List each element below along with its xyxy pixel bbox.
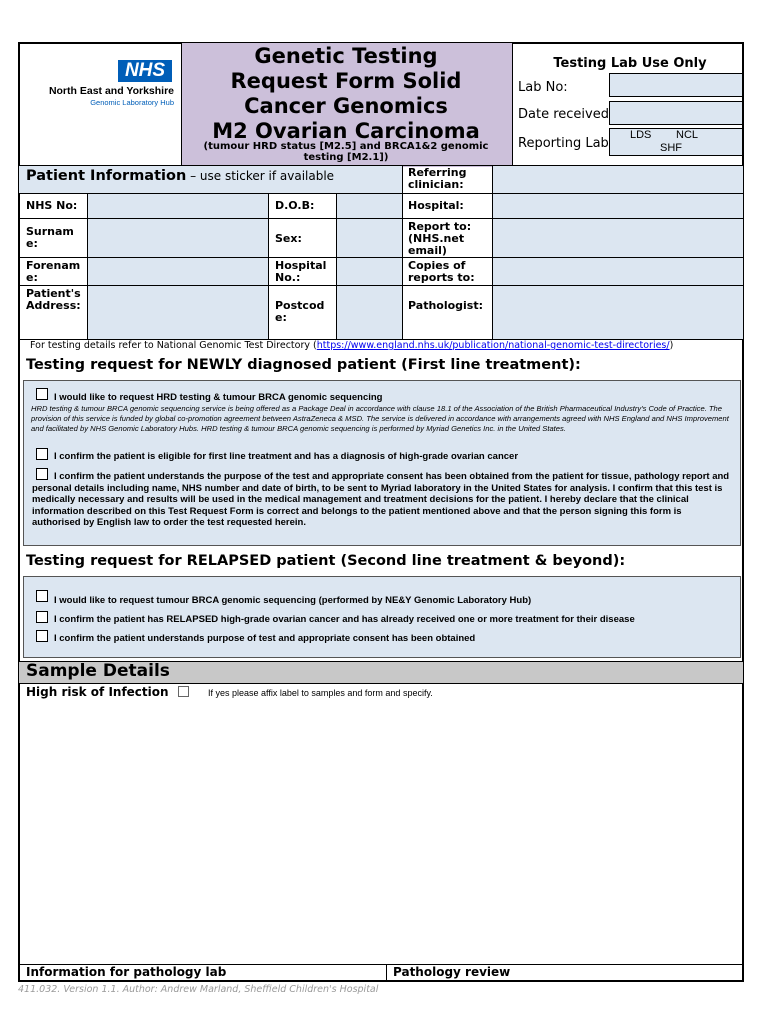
forename-field[interactable] xyxy=(88,258,268,285)
relapsed-option1-label: I would like to request tumour BRCA genomic sequencing (performed by NE&Y Genomic Laboratory Hub) xyxy=(54,595,532,606)
directory-note-close: ) xyxy=(669,340,674,351)
relapsed-option3-label: I confirm the patient understands purpose of test and appropriate consent has been obtained xyxy=(54,633,476,644)
directory-note xyxy=(30,340,740,352)
relapsed-option2-label: I confirm the patient has RELAPSED high-grade ovarian cancer and has already received one or more treatment for their disease xyxy=(54,614,635,625)
pathologist-field[interactable] xyxy=(493,286,743,339)
relapsed-option3-checkbox[interactable] xyxy=(36,630,48,642)
postcode-label: Postcode: xyxy=(275,299,325,324)
grid-line xyxy=(18,218,744,219)
pathology-review-label: Pathology review xyxy=(393,965,511,979)
date-received-field[interactable] xyxy=(609,101,743,125)
grid-line xyxy=(18,257,744,258)
referring-clinician-field[interactable] xyxy=(493,166,743,193)
patient-section-title-text: Patient Information xyxy=(26,168,187,184)
directory-link[interactable]: https://www.england.nhs.uk/publication/national-genomic-test-directories/ xyxy=(316,340,670,351)
newly-section-title: Testing request for NEWLY diagnosed patient (First line treatment): xyxy=(26,357,581,373)
form-title-line1: Genetic Testing xyxy=(254,44,438,68)
dob-label: D.O.B: xyxy=(275,199,315,212)
referring-clinician-label: Referring clinician: xyxy=(408,166,467,191)
pathology-info-label: Information for pathology lab xyxy=(26,965,227,979)
newly-option3-label: I confirm the patient understands the purpose of the test and appropriate consent has been obtained from the patient for tissue, pathology report and personal details including name, NHS number and date of birth, to be sent to Myriad laboratory in the United States for analysis. I confirm that this test is medically necessary and results will be used in the medical management and treatment decisions for the patient. I hereby declare that the clinical information described on this Test Request Form is correct and belongs to the patient mentioned above and that the person signing this form is authorised by English law to order the test requested herein. xyxy=(32,471,730,528)
sex-label: Sex: xyxy=(275,232,302,245)
grid-line xyxy=(336,193,337,339)
newly-option2-label: I confirm the patient is eligible for first line treatment and has a diagnosis of high-grade ovarian cancer xyxy=(54,451,519,462)
dob-field[interactable] xyxy=(337,194,402,218)
reporting-lab-label: Reporting Lab xyxy=(518,136,609,151)
relapsed-option2-checkbox[interactable] xyxy=(36,611,48,623)
hospital-field[interactable] xyxy=(493,194,743,218)
hospital-label: Hospital: xyxy=(408,199,464,212)
grid-line xyxy=(402,165,403,339)
hospital-no-field[interactable] xyxy=(337,258,402,285)
form-title-line4: M2 Ovarian Carcinoma xyxy=(212,119,480,143)
report-to-field[interactable] xyxy=(493,219,743,257)
grid-line xyxy=(492,165,493,339)
org-subname: Genomic Laboratory Hub xyxy=(90,98,174,107)
nhs-no-field[interactable] xyxy=(88,194,268,218)
forename-label: Forename: xyxy=(26,259,81,284)
postcode-field[interactable] xyxy=(337,286,402,339)
lab-no-field[interactable] xyxy=(609,73,743,97)
form-title-line3: Cancer Genomics xyxy=(244,94,448,118)
newly-option1-checkbox[interactable] xyxy=(36,388,48,400)
infection-label: High risk of Infection xyxy=(26,685,169,699)
report-to-label: Report to: (NHS.net email) xyxy=(408,220,472,257)
newly-option1-label: I would like to request HRD testing & tumour BRCA genomic sequencing xyxy=(54,392,383,403)
infection-checkbox[interactable] xyxy=(178,686,189,697)
directory-note-text: For testing details refer to National Genomic Test Directory ( xyxy=(30,340,317,351)
infection-note: If yes please affix label to samples and form and specify. xyxy=(208,688,433,698)
surname-label: Surname: xyxy=(26,225,74,250)
date-received-label: Date received xyxy=(518,107,609,122)
footer-version: 411.032. Version 1.1. Author: Andrew Marland, Sheffield Children's Hospital xyxy=(18,984,379,995)
patient-section-note: – use sticker if available xyxy=(186,169,335,183)
lab-use-title: Testing Lab Use Only xyxy=(553,56,707,71)
lab-option-shf[interactable]: SHF xyxy=(660,142,682,154)
newly-option1-note: HRD testing & tumour BRCA genomic sequencing service is being offered as a Package Deal in accordance with clause 18.1 of the Association of the British Pharmaceutical Industry's Code of Practice. The provision of this service is funded by global co-promotion agreement between AstraZeneca & MSD. The service is delivered in accordance with arrangements agreed with NHS England and NHS Improvement and facilitated by NHS Genomic Laboratory Hubs. HRD testing & tumour BRCA genomic sequencing is performed by Myriad Genetics Inc. in the United States. xyxy=(31,404,729,433)
nhs-no-label: NHS No: xyxy=(26,199,78,212)
address-label: Patient's Address: xyxy=(26,287,81,312)
surname-field[interactable] xyxy=(88,219,268,257)
form-subtitle: (tumour HRD status [M2.5] and BRCA1&2 genomic testing [M2.1]) xyxy=(203,141,489,163)
org-name: North East and Yorkshire xyxy=(48,85,174,97)
hospital-no-label: Hospital No.: xyxy=(275,259,327,284)
patient-section-title xyxy=(26,167,334,185)
copies-field[interactable] xyxy=(493,258,743,285)
grid-line xyxy=(18,193,744,194)
grid-line xyxy=(18,285,744,286)
grid-line xyxy=(87,193,88,339)
address-field[interactable] xyxy=(88,286,268,339)
pathologist-label: Pathologist: xyxy=(408,299,484,312)
lab-option-ncl[interactable]: NCL xyxy=(676,129,699,141)
sex-field[interactable] xyxy=(337,219,402,257)
nhs-logo: NHS xyxy=(118,60,172,82)
grid-line xyxy=(268,193,269,339)
divider xyxy=(386,964,387,982)
copies-label: Copies of reports to: xyxy=(408,259,475,284)
form-title-line2: Request Form Solid xyxy=(230,69,462,93)
newly-option2-checkbox[interactable] xyxy=(36,448,48,460)
lab-no-label: Lab No: xyxy=(518,80,568,95)
lab-option-lds[interactable]: LDS xyxy=(630,129,652,141)
relapsed-option1-checkbox[interactable] xyxy=(36,590,48,602)
sample-title: Sample Details xyxy=(26,661,170,681)
relapsed-section-title: Testing request for RELAPSED patient (Second line treatment & beyond): xyxy=(26,553,626,569)
